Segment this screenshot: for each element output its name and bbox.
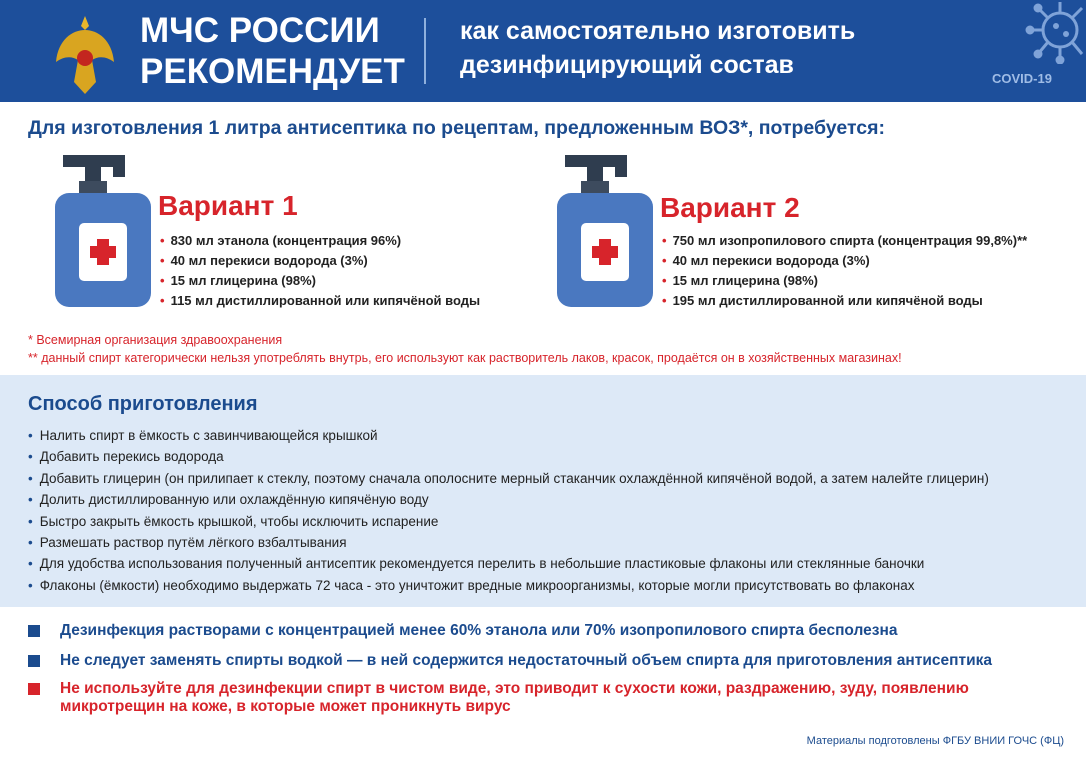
variant2-title: Вариант 2 (660, 192, 800, 223)
ingredient: • 40 мл перекиси водорода (3%) (662, 251, 1027, 271)
step: • Добавить глицерин (он прилипает к стеклу, поэтому сначала ополосните мерный стаканчик охлаждённой кипячёной водой, а затем налейте глицерин) (28, 468, 989, 489)
subtitle-line2: дезинфицирующий состав (460, 51, 794, 79)
warning-item: Не следует заменять спирты водкой — в ней содержится недостаточный объем спирта для приготовления антисептика (28, 652, 992, 670)
subtitle-line1: как самостоятельно изготовить (460, 17, 856, 45)
variant1-title: Вариант 1 (158, 190, 298, 221)
step: • Добавить перекись водорода (28, 446, 989, 467)
method-section (0, 375, 1086, 607)
header (0, 0, 1086, 102)
brand-line1: МЧС РОССИИ (140, 11, 380, 50)
virus-icon (1020, 0, 1086, 64)
square-bullet-icon (28, 655, 40, 667)
emchs-emblem-icon (52, 12, 118, 96)
step: • Налить спирт в ёмкость с завинчивающейся крышкой (28, 425, 989, 446)
square-bullet-icon (28, 683, 40, 695)
variant2-ingredients (662, 231, 1027, 311)
ingredient: • 15 мл глицерина (98%) (160, 271, 480, 291)
warning-item: Не используйте для дезинфекции спирт в чистом виде, это приводит к сухости кожи, раздражению, зуду, появлению микротрещин на коже, в которые может проникнуть вирус (28, 680, 1068, 716)
footnote-isopropyl: ** данный спирт категорически нельзя употреблять внутрь, его используют как растворитель лаков, красок, продаётся он в хозяйственных магазинах! (28, 351, 902, 365)
step: • Быстро закрыть ёмкость крышкой, чтобы исключить испарение (28, 511, 989, 532)
warning-item: Дезинфекция растворами с концентрацией менее 60% этанола или 70% изопропилового спирта бесполезна (28, 622, 897, 640)
step: • Флаконы (ёмкости) необходимо выдержать 72 часа - это уничтожит вредные микроорганизмы, которые могли присутствовать во флаконах (28, 575, 989, 596)
lead-text: Для изготовления 1 литра антисептика по рецептам, предложенным ВОЗ*, потребуется: (28, 117, 885, 139)
ingredient: • 195 мл дистиллированной или кипячёной воды (662, 291, 1027, 311)
ingredient: • 750 мл изопропилового спирта (концентрация 99,8%)** (662, 231, 1027, 251)
method-title: Способ приготовления (28, 393, 258, 415)
method-steps (28, 425, 989, 596)
ingredient: • 830 мл этанола (концентрация 96%) (160, 231, 480, 251)
sanitizer-bottle-icon (557, 155, 657, 307)
square-bullet-icon (28, 625, 40, 637)
ingredient: • 40 мл перекиси водорода (3%) (160, 251, 480, 271)
footnote-who: * Всемирная организация здравоохранения (28, 333, 283, 347)
brand-line2: РЕКОМЕНДУЕТ (140, 52, 405, 91)
footer-credit: Материалы подготовлены ФГБУ ВНИИ ГОЧС (ФЦ) (806, 735, 1064, 747)
ingredient: • 115 мл дистиллированной или кипячёной воды (160, 291, 480, 311)
step: • Размешать раствор путём лёгкого взбалтывания (28, 532, 989, 553)
ingredient: • 15 мл глицерина (98%) (662, 271, 1027, 291)
covid-badge: COVID-19 (992, 71, 1052, 86)
sanitizer-bottle-icon (55, 155, 155, 307)
step: • Долить дистиллированную или охлаждённую кипячёную воду (28, 489, 989, 510)
divider (424, 18, 426, 84)
variant1-ingredients (160, 231, 480, 311)
step: • Для удобства использования полученный антисептик рекомендуется перелить в небольшие пластиковые флаконы или стеклянные баночки (28, 553, 989, 574)
